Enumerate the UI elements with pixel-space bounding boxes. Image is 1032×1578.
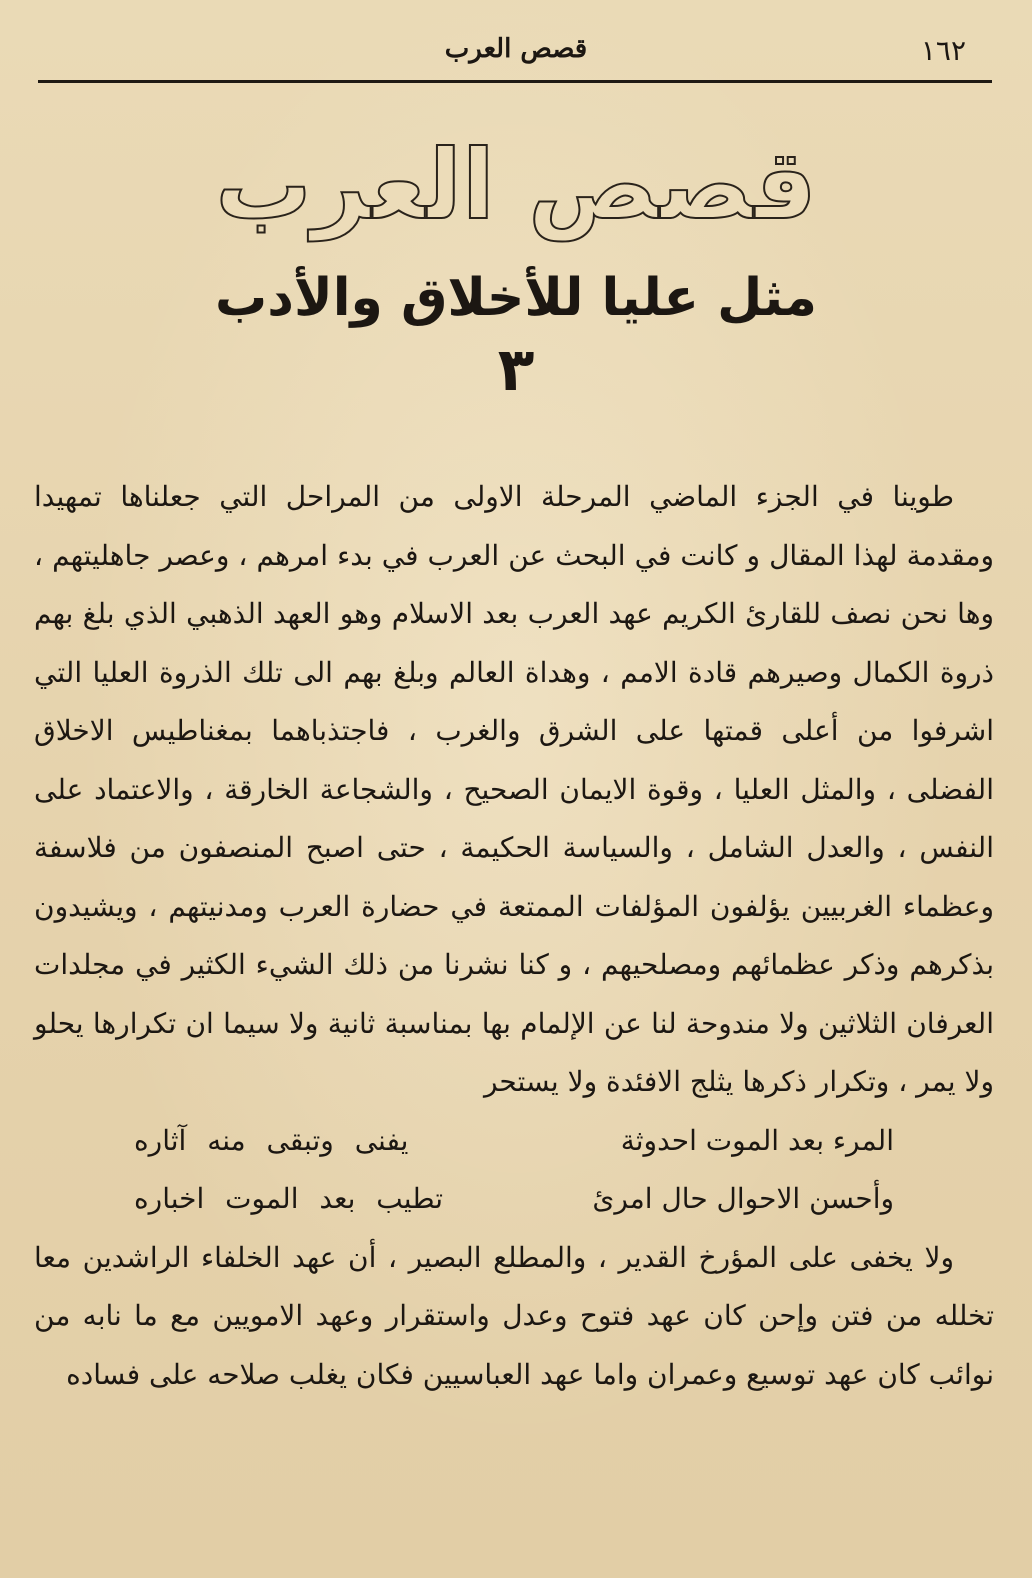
verse-2-first-hemistich: وأحسن الاحوال حال امرئ <box>592 1182 894 1215</box>
verse-line-1 <box>34 1112 994 1171</box>
header-rule <box>38 80 992 83</box>
paragraph-1: طوينا في الجزء الماضي المرحلة الاولى من المراحل التي جعلناها تمهيدا ومقدمة لهذا المقال و كانت في البحث عن العرب في بدء امرهم ، وعصر جاهليتهم ، وها نحن نصف للقارئ الكريم عهد العرب بعد الاسلام وهو العهد الذهبي الذي بلغ بهم ذروة الكمال وصيرهم قادة الامم ، وهداة العالم وبلغ بهم الى تلك الذروة العليا التي اشرفوا من أعلى قمتها على الشرق والغرب ، فاجتذباهما بمغناطيس الاخلاق الفضلى ، والمثل العليا ، وقوة الايمان الصحيح ، والشجاعة الخارقة ، والاعتماد على النفس ، والعدل الشامل ، والسياسة الحكيمة ، حتى اصبح المنصفون من فلاسفة وعظماء الغربيين يؤلفون المؤلفات الممتعة في حضارة العرب ومدنيتهم ، ويشيدون بذكرهم وذكر عظمائهم ومصلحيهم ، و كنا نشرنا من ذلك الشيء الكثير في مجلدات العرفان الثلاثين ولا مندوحة لنا عن الإلمام بها بمناسبة ثانية ولا سيما ان تكرارها يحلو ولا يمر ، وتكرار ذكرها يثلج الافئدة ولا يستحر <box>34 480 995 1098</box>
article-title-block <box>0 120 1032 405</box>
article-title: قصص العرب <box>215 129 817 241</box>
verse-1-second-hemistich: يفنى وتبقى منه آثاره <box>134 1123 409 1157</box>
page-number: ١٦٢ <box>920 34 966 67</box>
running-title: قصص العرب <box>444 34 588 64</box>
article-subtitle: مثل عليا للأخلاق والأدب <box>215 268 817 328</box>
article-body <box>34 468 994 1404</box>
running-head <box>36 30 996 74</box>
part-number: ٣ <box>497 335 535 405</box>
verse-line-2 <box>34 1170 994 1229</box>
paragraph-2: ولا يخفى على المؤرخ القدير ، والمطلع البصير ، أن عهد الخلفاء الراشدين معا تخلله من فتن وإحن كان عهد فتوح وعدل واستقرار وعهد الامويين مع ما نابه من نوائب كان عهد توسيع وعمران واما عهد العباسيين فكان يغلب صلاحه على فساده <box>34 1240 994 1391</box>
verse-2-second-hemistich: تطيب بعد الموت اخباره <box>134 1182 443 1215</box>
verse-1-first-hemistich: المرء بعد الموت احدوثة <box>620 1123 894 1157</box>
